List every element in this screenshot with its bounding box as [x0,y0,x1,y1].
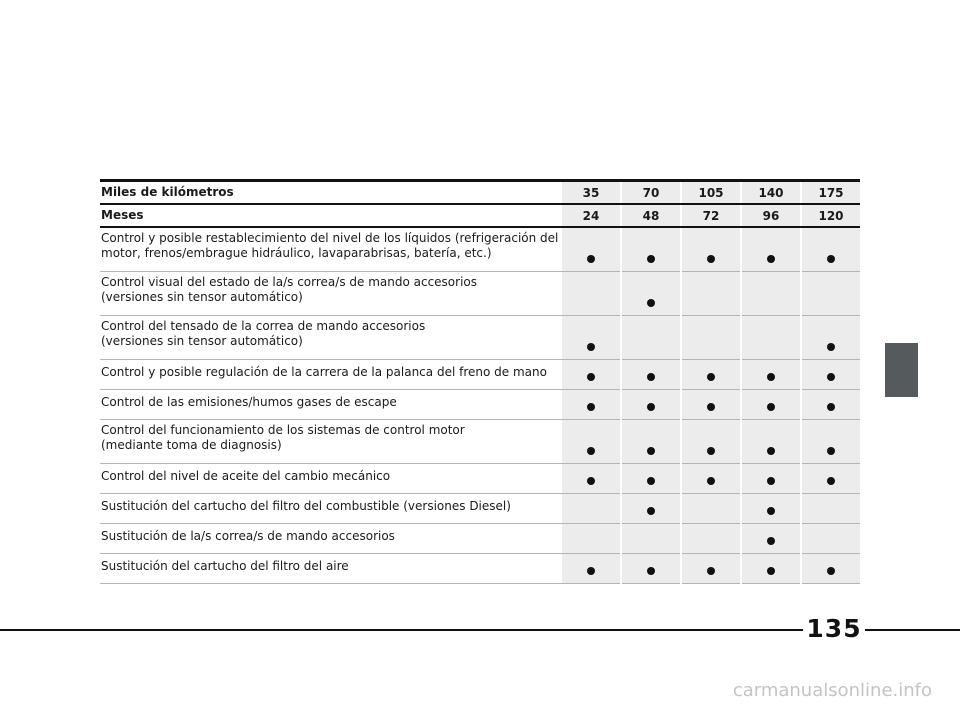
interval-cell [562,272,620,316]
interval-cell [622,554,680,584]
check-dot-icon [767,373,775,381]
interval-cell [562,464,620,494]
task-description [100,272,562,316]
check-dot-icon [587,447,595,455]
task-description [100,494,562,524]
check-dot-icon [587,255,595,263]
interval-cell [622,360,680,390]
schedule-row [100,494,860,524]
check-dot-icon [827,567,835,575]
interval-months: 72 [682,204,740,227]
interval-cell [682,272,740,316]
schedule-row [100,316,860,360]
interval-cell [742,360,800,390]
interval-cell [742,316,800,360]
interval-cell [622,494,680,524]
check-dot-icon [827,255,835,263]
interval-cell [742,227,800,272]
interval-cell [622,524,680,554]
task-line: (mediante toma de diagnosis) [101,438,282,452]
check-dot-icon [767,477,775,485]
check-dot-icon [827,373,835,381]
interval-cell [622,390,680,420]
section-tab [885,343,918,397]
interval-km: 175 [802,181,860,205]
check-dot-icon [647,255,655,263]
interval-cell [742,464,800,494]
header-months-label: Meses [100,204,562,227]
interval-cell [562,420,620,464]
interval-cell [802,464,860,494]
task-line: (versiones sin tensor automático) [101,290,303,304]
check-dot-icon [647,447,655,455]
interval-cell [622,464,680,494]
interval-cell [562,554,620,584]
interval-cell [562,316,620,360]
task-line: Control y posible regulación de la carrera de la palanca del freno de mano [101,365,547,379]
check-dot-icon [767,537,775,545]
header-row-km [100,181,860,205]
task-line: Control y posible restablecimiento del nivel de los líquidos (refrigeración del [101,231,559,245]
task-description [100,524,562,554]
check-dot-icon [707,567,715,575]
task-description [100,360,562,390]
interval-cell [802,494,860,524]
schedule-row [100,227,860,272]
check-dot-icon [707,403,715,411]
check-dot-icon [587,477,595,485]
task-description [100,554,562,584]
interval-km: 35 [562,181,620,205]
task-line: Control del nivel de aceite del cambio mecánico [101,469,391,483]
interval-months: 48 [622,204,680,227]
check-dot-icon [767,447,775,455]
task-line: motor, frenos/embrague hidráulico, lavaparabrisas, batería, etc.) [101,246,492,260]
interval-cell [682,464,740,494]
header-row-months [100,204,860,227]
schedule-body [100,181,860,584]
task-description [100,420,562,464]
interval-cell [682,360,740,390]
interval-cell [682,316,740,360]
check-dot-icon [827,403,835,411]
check-dot-icon [767,255,775,263]
page-number: 135 [803,612,865,646]
schedule-row [100,390,860,420]
check-dot-icon [647,477,655,485]
task-description [100,390,562,420]
schedule-row [100,464,860,494]
interval-cell [742,420,800,464]
check-dot-icon [767,567,775,575]
check-dot-icon [767,403,775,411]
task-line: Sustitución del cartucho del filtro del combustible (versiones Diesel) [101,499,511,513]
header-km-label: Miles de kilómetros [100,181,562,205]
task-line: Control del funcionamiento de los sistemas de control motor [101,423,465,437]
interval-cell [802,272,860,316]
watermark: carmanualsonline.info [732,680,932,701]
interval-cell [802,227,860,272]
interval-cell [562,360,620,390]
interval-cell [622,272,680,316]
interval-cell [802,524,860,554]
interval-cell [742,494,800,524]
check-dot-icon [647,567,655,575]
interval-cell [802,554,860,584]
interval-cell [682,554,740,584]
task-line: Control de las emisiones/humos gases de escape [101,395,397,409]
schedule-row [100,554,860,584]
interval-cell [562,524,620,554]
task-line: Control del tensado de la correa de mando accesorios [101,319,426,333]
interval-km: 105 [682,181,740,205]
interval-months: 120 [802,204,860,227]
interval-cell [682,390,740,420]
interval-cell [742,390,800,420]
interval-km: 70 [622,181,680,205]
interval-cell [562,390,620,420]
maintenance-schedule-table [100,179,860,584]
task-description [100,227,562,272]
check-dot-icon [707,373,715,381]
interval-cell [622,227,680,272]
check-dot-icon [827,447,835,455]
interval-cell [802,316,860,360]
interval-months: 96 [742,204,800,227]
schedule-row [100,420,860,464]
check-dot-icon [587,373,595,381]
check-dot-icon [827,477,835,485]
schedule-row [100,272,860,316]
check-dot-icon [647,373,655,381]
check-dot-icon [587,403,595,411]
interval-cell [682,227,740,272]
task-description [100,464,562,494]
interval-cell [682,420,740,464]
check-dot-icon [647,507,655,515]
interval-cell [682,524,740,554]
check-dot-icon [587,567,595,575]
interval-cell [622,316,680,360]
interval-cell [802,420,860,464]
interval-cell [802,390,860,420]
interval-months: 24 [562,204,620,227]
check-dot-icon [707,255,715,263]
check-dot-icon [707,477,715,485]
interval-cell [562,227,620,272]
check-dot-icon [827,343,835,351]
task-line: Sustitución del cartucho del filtro del aire [101,559,349,573]
schedule-row [100,524,860,554]
interval-cell [742,272,800,316]
interval-cell [802,360,860,390]
interval-cell [682,494,740,524]
interval-km: 140 [742,181,800,205]
task-line: Control visual del estado de la/s correa/s de mando accesorios [101,275,478,289]
interval-cell [622,420,680,464]
check-dot-icon [707,447,715,455]
check-dot-icon [647,403,655,411]
interval-cell [562,494,620,524]
check-dot-icon [767,507,775,515]
schedule-row [100,360,860,390]
task-line: (versiones sin tensor automático) [101,334,303,348]
task-line: Sustitución de la/s correa/s de mando accesorios [101,529,395,543]
check-dot-icon [587,343,595,351]
check-dot-icon [647,299,655,307]
interval-cell [742,554,800,584]
interval-cell [742,524,800,554]
task-description [100,316,562,360]
